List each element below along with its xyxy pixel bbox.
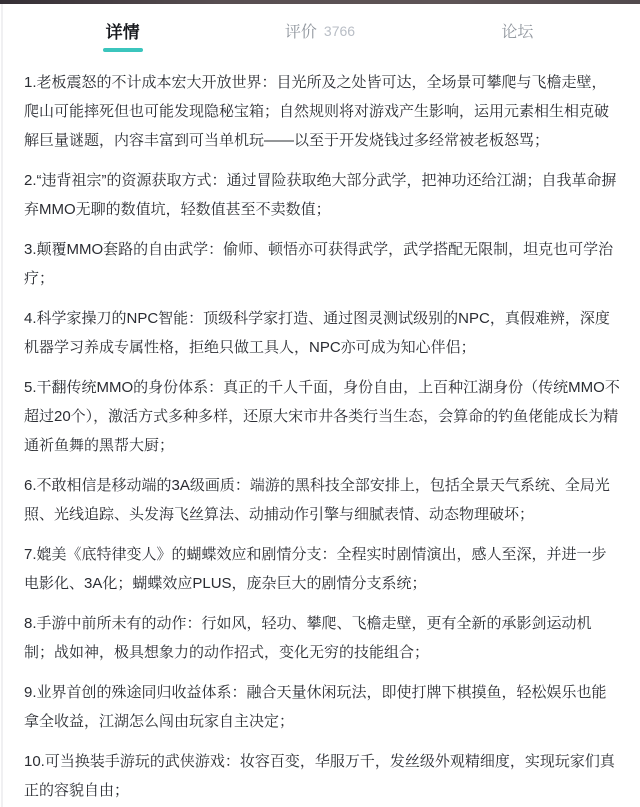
description-paragraph: 3.颠覆MMO套路的自由武学：偷师、顿悟亦可获得武学，武学搭配无限制，坦克也可学治疗；	[24, 241, 614, 287]
tab-details[interactable]	[24, 4, 221, 57]
game-description	[0, 57, 640, 805]
description-paragraph: 7.媲美《底特律变人》的蝴蝶效应和剧情分支：全程实时剧情演出，感人至深，并进一步电影化、3A化；蝴蝶效应PLUS，庞杂巨大的剧情分支系统；	[24, 546, 607, 592]
screen-edge-line	[1, 4, 3, 807]
description-paragraph: 6.不敢相信是移动端的3A级画质：端游的黑科技全部安排上，包括全景天气系统、全局光照、光线追踪、头发海飞丝算法、动捕动作引擎与细腻表情、动态物理破坏；	[24, 477, 610, 523]
tab-forum[interactable]	[419, 4, 616, 57]
tab-details-label: 详情	[105, 23, 140, 42]
description-paragraph: 9.业界首创的殊途同归收益体系：融合天量休闲玩法，即使打牌下棋摸鱼，轻松娱乐也能拿全收益，江湖怎么闯由玩家自主决定；	[24, 684, 607, 730]
tab-reviews-label: 评价	[284, 24, 317, 41]
description-paragraph: 8.手游中前所未有的动作：行如风，轻功、攀爬、飞檐走壁，更有全新的承影剑运动机制；战如神，极具想象力的动作招式，变化无穷的技能组合；	[24, 615, 592, 661]
active-tab-indicator	[103, 48, 143, 52]
tab-reviews-count: 3766	[323, 23, 356, 39]
description-paragraph: 10.可当换装手游玩的武侠游戏：妆容百变，华服万千，发丝级外观精细度，实现玩家们真正的容貌自由；	[24, 753, 615, 799]
description-paragraph: 1.老板震怒的不计成本宏大开放世界：目光所及之处皆可达，全场景可攀爬与飞檐走壁，爬山可能摔死但也可能发现隐秘宝箱；自然规则将对游戏产生影响，运用元素相生相克破解巨量谜题，内容丰富到可当单机玩——以至于开发烧钱过多经常被老板怒骂；	[24, 74, 610, 149]
tab-bar	[0, 4, 640, 57]
description-paragraph: 5.干翻传统MMO的身份体系：真正的千人千面，身份自由，上百种江湖身份（传统MMO不超过20个），激活方式多种多样，还原大宋市井各类行当生态，会算命的钓鱼佬能成长为精通祈鱼舞的黑帮大厨；	[24, 379, 620, 454]
tab-reviews[interactable]	[221, 4, 418, 57]
description-paragraph: 2.“违背祖宗”的资源获取方式：通过冒险获取绝大部分武学，把神功还给江湖；自我革命摒弃MMO无聊的数值坑，轻数值甚至不卖数值；	[24, 172, 617, 218]
tab-forum-label: 论坛	[501, 24, 534, 41]
description-paragraph: 4.科学家操刀的NPC智能：顶级科学家打造、通过图灵测试级别的NPC，真假难辨，深度机器学习养成专属性格，拒绝只做工具人，NPC亦可成为知心伴侣；	[24, 310, 610, 356]
